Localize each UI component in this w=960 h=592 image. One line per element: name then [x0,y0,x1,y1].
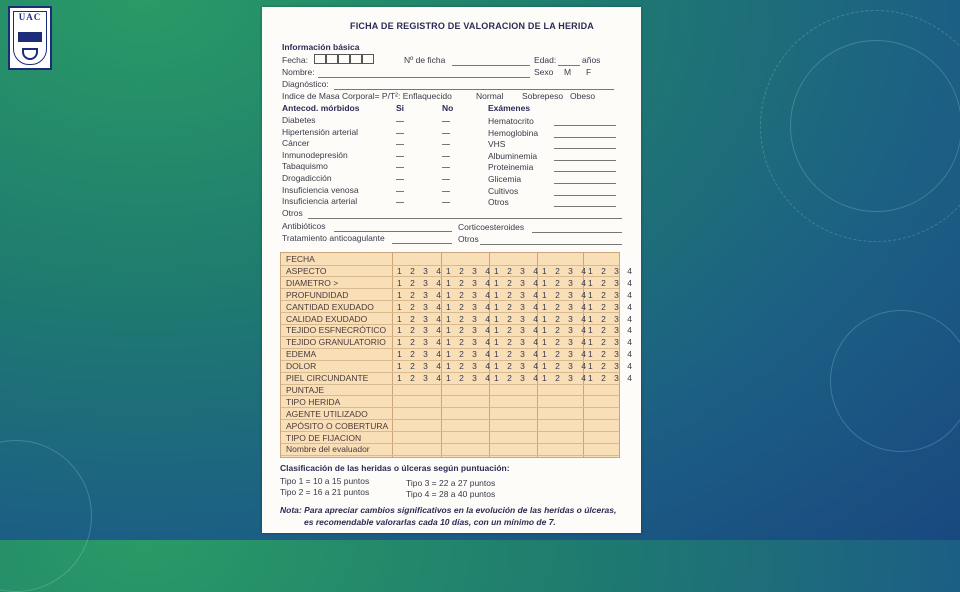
checkbox-line[interactable] [442,156,450,157]
score-options[interactable]: 1 2 3 4 [446,373,493,383]
examen-item: Cultivos [488,185,519,196]
antibioticos-label: Antibióticos [282,221,326,231]
decor-ring [790,40,960,212]
examen-line[interactable] [554,125,616,126]
table-row [281,253,619,266]
score-options[interactable]: 1 2 3 4 [446,277,493,288]
score-options[interactable]: 1 2 3 4 [588,313,635,324]
otros-label: Otros [282,208,303,218]
table-row [281,420,619,433]
imc-label: Indice de Masa Corporal= P/T²: Enflaquecido [282,91,452,101]
score-options[interactable]: 1 2 3 4 [397,289,444,300]
row-label: TIPO HERIDA [286,396,341,407]
score-options[interactable]: 1 2 3 4 [588,373,635,383]
fecha-box[interactable] [314,54,326,64]
note-line-1: Nota: Para apreciar cambios significativos en la evolución de las heridas o úlceras, [280,505,617,515]
row-label: APÓSITO O COBERTURA [286,420,389,431]
examen-line[interactable] [554,183,616,184]
fecha-box[interactable] [350,54,362,64]
score-options[interactable]: 1 2 3 4 [397,373,444,383]
score-options[interactable]: 1 2 3 4 [542,313,589,324]
table-row [281,443,619,456]
checkbox-line[interactable] [442,144,450,145]
row-label: DOLOR [286,361,317,372]
table-row [281,360,635,373]
score-options[interactable]: 1 2 3 4 [446,337,493,348]
fecha-label: Fecha: [282,55,308,65]
score-options[interactable]: 1 2 3 4 [446,289,493,300]
tipo-1: Tipo 1 = 10 a 15 puntos [280,476,370,486]
score-options[interactable]: 1 2 3 4 [494,265,541,276]
table-row [281,372,635,385]
sexo-label: Sexo [534,67,554,77]
row-label: AGENTE UTILIZADO [286,408,368,419]
score-options[interactable]: 1 2 3 4 [494,349,541,360]
score-options[interactable]: 1 2 3 4 [494,313,541,324]
table-row [281,384,619,397]
score-options[interactable]: 1 2 3 4 [446,349,493,360]
row-label: Nombre del evaluador [286,444,370,455]
score-options[interactable]: 1 2 3 4 [446,325,493,336]
score-options[interactable]: 1 2 3 4 [494,325,541,336]
score-options[interactable]: 1 2 3 4 [542,325,589,336]
score-options[interactable]: 1 2 3 4 [588,349,635,360]
sexo-f[interactable]: F [586,67,592,77]
score-options[interactable]: 1 2 3 4 [542,337,589,348]
checkbox-line[interactable] [442,121,450,122]
antecedente-item: Inmunodepresión [282,149,348,160]
tipo-4: Tipo 4 = 28 a 40 puntos [406,489,496,499]
antecedente-item: Insuficiencia venosa [282,184,359,195]
score-options[interactable]: 1 2 3 4 [397,277,444,288]
score-options[interactable]: 1 2 3 4 [588,289,635,300]
score-options[interactable]: 1 2 3 4 [494,373,541,383]
score-options[interactable]: 1 2 3 4 [494,301,541,312]
diagnostico-line[interactable] [334,89,614,90]
score-options[interactable]: 1 2 3 4 [397,301,444,312]
checkbox-line[interactable] [396,156,404,157]
antecedente-item: Insuficiencia arterial [282,196,358,207]
examen-item: Proteinemia [488,162,534,173]
examen-item: Hemoglobina [488,127,539,138]
imc-normal: Normal [476,91,504,101]
examen-line[interactable] [554,206,616,207]
table-row [281,301,635,314]
imc-obeso: Obeso [570,91,596,101]
info-heading: Información básica [282,42,360,52]
row-label: PROFUNDIDAD [286,289,349,300]
examen-item: VHS [488,139,506,150]
table-row [281,336,635,349]
score-options[interactable]: 1 2 3 4 [542,277,589,288]
si-label: Si [396,103,405,113]
anticoagulante-label: Tratamiento anticoagulante [282,233,385,243]
score-options[interactable]: 1 2 3 4 [494,277,541,288]
row-label: TEJIDO GRANULATORIO [286,337,386,348]
diagnostico-label: Diagnóstico: [282,79,329,89]
note-line-2: es recomendable valorarlas cada 10 días, con un mínimo de 7. [304,517,556,527]
examen-line[interactable] [554,195,616,196]
row-label: ASPECTO [286,265,327,276]
checkbox-line[interactable] [396,144,404,145]
otros2-label: Otros [458,234,479,244]
row-label: TEJIDO ESFNECRÓTICO [286,325,387,336]
score-options[interactable]: 1 2 3 4 [397,313,444,324]
clasificacion-heading: Clasificación de las heridas o úlceras según puntuación: [280,463,510,473]
score-options[interactable]: 1 2 3 4 [494,337,541,348]
decor-ring [830,310,960,452]
score-options[interactable]: 1 2 3 4 [397,265,444,276]
score-options[interactable]: 1 2 3 4 [588,325,635,336]
score-options[interactable]: 1 2 3 4 [542,289,589,300]
score-options[interactable]: 1 2 3 4 [494,289,541,300]
score-options[interactable]: 1 2 3 4 [588,301,635,312]
row-label: CANTIDAD EXUDADO [286,301,374,312]
antecedente-item: Drogadicción [282,173,332,183]
checkbox-line[interactable] [396,167,404,168]
sexo-m[interactable]: M [564,67,572,77]
evaluation-table [280,252,635,458]
score-options[interactable]: 1 2 3 4 [446,301,493,312]
score-options[interactable]: 1 2 3 4 [542,349,589,360]
anticoagulante-line[interactable] [392,243,452,244]
tipo-2: Tipo 2 = 16 a 21 puntos [280,487,370,497]
nficha-label: Nº de ficha [404,55,446,65]
checkbox-line[interactable] [442,167,450,168]
examen-line[interactable] [554,148,616,149]
checkbox-line[interactable] [442,191,450,192]
score-options[interactable]: 1 2 3 4 [397,361,444,372]
checkbox-line[interactable] [442,133,450,134]
score-options[interactable]: 1 2 3 4 [446,265,493,276]
row-label: EDEMA [286,349,317,360]
examen-line[interactable] [554,171,616,172]
antecedentes-heading: Antecod. mórbidos [282,103,360,113]
row-label: CALIDAD EXUDADO [286,313,368,324]
antibioticos-line[interactable] [334,231,452,232]
score-options[interactable]: 1 2 3 4 [542,373,589,383]
otros-line[interactable] [308,218,622,219]
otros2-line[interactable] [480,244,622,245]
decor-ring [0,440,92,592]
score-options[interactable]: 1 2 3 4 [397,349,444,360]
tipo-3: Tipo 3 = 22 a 27 puntos [406,478,496,488]
score-options[interactable]: 1 2 3 4 [446,361,493,372]
examen-item: Otros [488,197,509,208]
table-row [281,408,619,421]
score-options[interactable]: 1 2 3 4 [542,301,589,312]
checkbox-line[interactable] [396,202,404,203]
row-label: PUNTAJE [286,384,325,395]
table-row [281,289,635,302]
score-options[interactable]: 1 2 3 4 [397,337,444,348]
score-options[interactable]: 1 2 3 4 [542,265,589,276]
no-label: No [442,103,454,113]
antecedente-item: Hipertensión arterial [282,126,359,137]
examen-item: Hematocrito [488,116,534,126]
form-title: FICHA DE REGISTRO DE VALORACION DE LA HERIDA [350,21,594,31]
checkbox-line[interactable] [442,202,450,203]
score-options[interactable]: 1 2 3 4 [588,265,635,276]
antecedente-item: Diabetes [282,115,316,125]
row-label: PIEL CIRCUNDANTE [286,373,369,383]
score-options[interactable]: 1 2 3 4 [588,337,635,348]
logo-text: UAC [18,12,42,22]
fecha-box[interactable] [362,54,374,64]
row-label: DIAMETRO > [286,277,339,288]
table-row [281,277,635,290]
wound-assessment-form [262,7,641,533]
edad-unit: años [582,55,601,65]
examen-line[interactable] [554,160,616,161]
examen-item: Albuminemia [488,150,538,161]
examenes-heading: Exámenes [488,103,531,113]
corticoesteroides-label: Corticoesteroides [458,222,525,232]
score-options[interactable]: 1 2 3 4 [494,361,541,372]
checkbox-line[interactable] [396,133,404,134]
table-row [281,348,635,361]
checkbox-line[interactable] [396,179,404,180]
table-row [281,432,619,445]
checkbox-line[interactable] [396,121,404,122]
corticoesteroides-line[interactable] [532,232,622,233]
nombre-line[interactable] [318,77,530,78]
university-logo [8,6,52,70]
edad-label: Edad: [534,55,557,65]
score-options[interactable]: 1 2 3 4 [446,313,493,324]
row-label: FECHA [286,254,315,264]
table-row [281,313,635,326]
examen-item: Glicemia [488,174,522,184]
checkbox-line[interactable] [442,179,450,180]
antecedente-item: Tabaquismo [282,161,328,172]
checkbox-line[interactable] [396,191,404,192]
antecedente-item: Cáncer [282,138,310,149]
fecha-box[interactable] [326,54,338,64]
fecha-box[interactable] [338,54,350,64]
row-label: TIPO DE FIJACION [286,432,362,443]
nficha-line[interactable] [452,65,530,66]
score-options[interactable]: 1 2 3 4 [397,325,444,336]
table-row [281,265,635,278]
score-options[interactable]: 1 2 3 4 [588,277,635,288]
examen-line[interactable] [554,137,616,138]
table-row [281,396,619,409]
edad-line[interactable] [558,65,580,66]
score-options[interactable]: 1 2 3 4 [588,361,635,372]
table-row [281,324,635,337]
score-options[interactable]: 1 2 3 4 [542,361,589,372]
nombre-label: Nombre: [282,67,315,77]
imc-sobrepeso: Sobrepeso [522,91,564,101]
